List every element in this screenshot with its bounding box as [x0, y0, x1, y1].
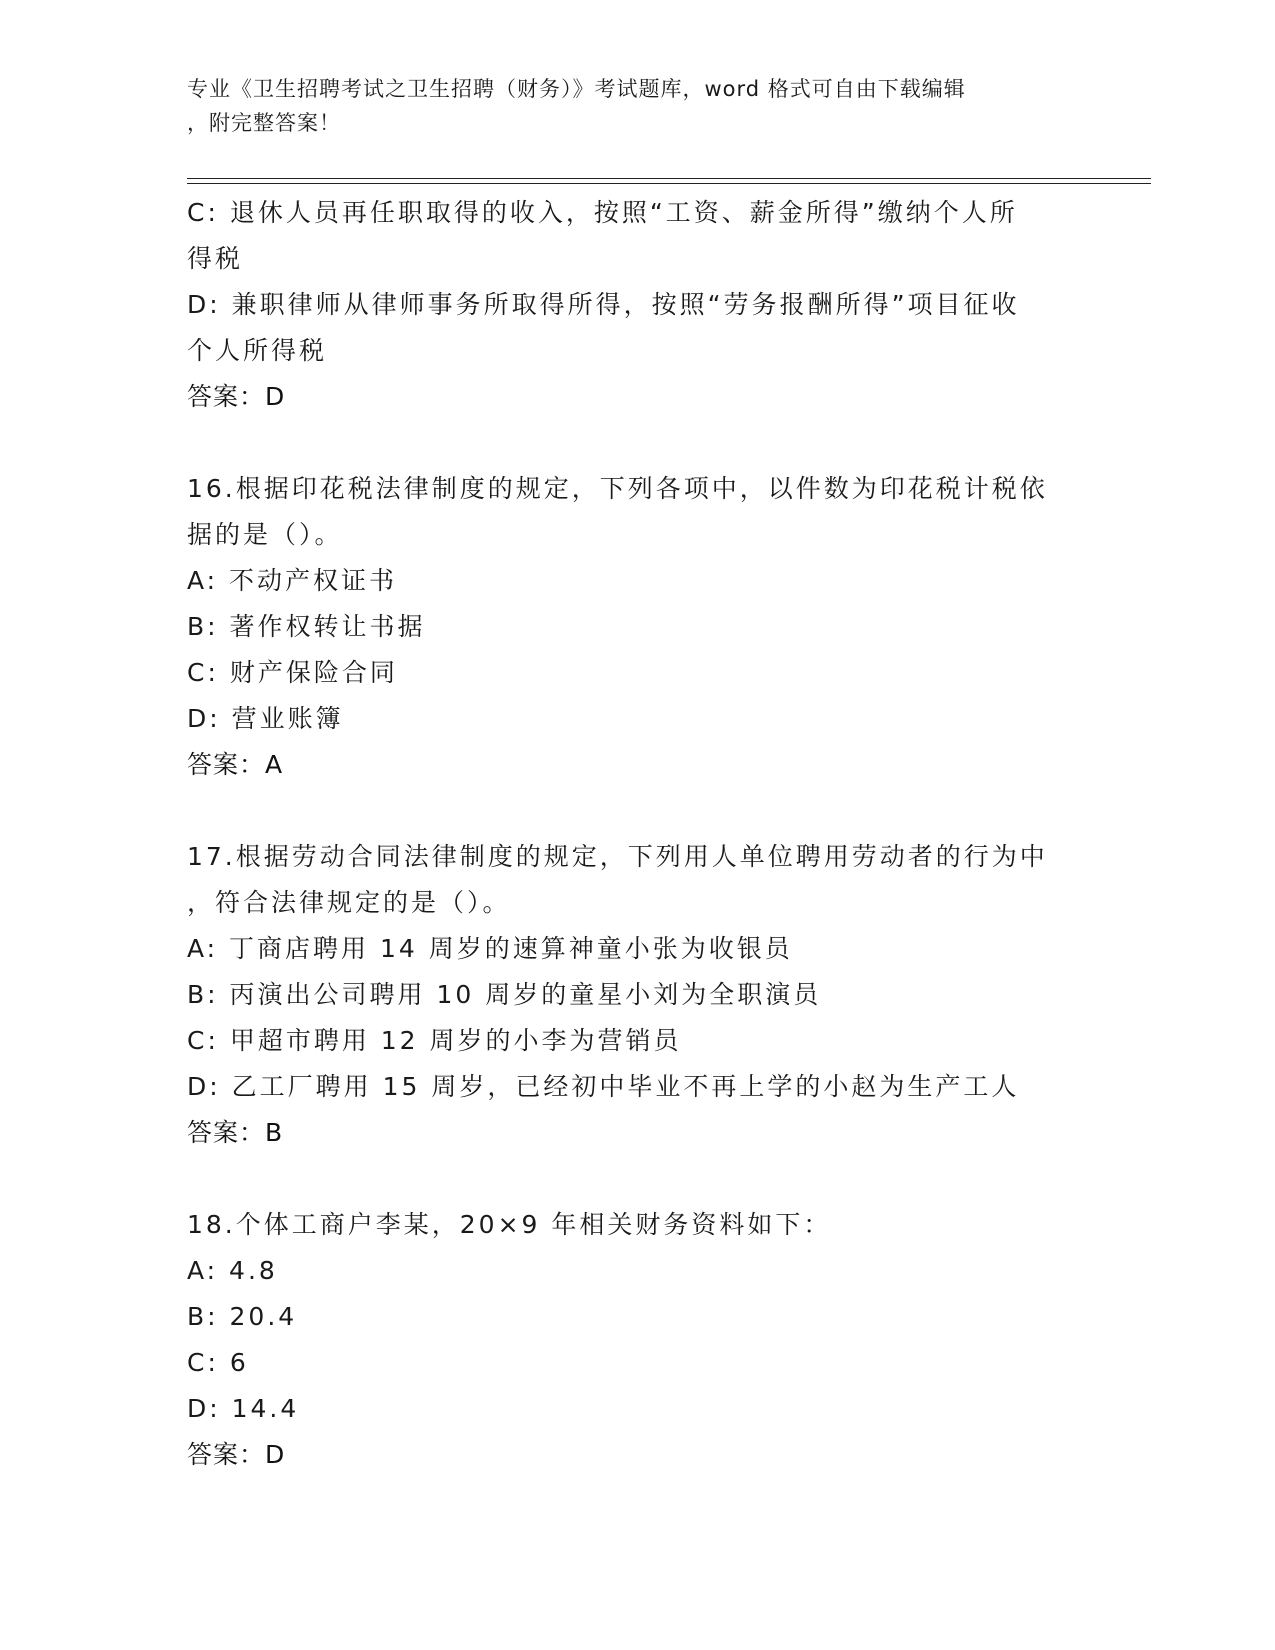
question-stem-line-2: ，符合法律规定的是（）。 [187, 888, 511, 917]
spacer [187, 420, 1087, 466]
option-c: C: 甲超市聘用 12 周岁的小李为营销员 [187, 1026, 682, 1055]
option-c: C: 财产保险合同 [187, 658, 398, 687]
option-d: D: 营业账簿 [187, 704, 344, 733]
option-b: B: 丙演出公司聘用 10 周岁的童星小刘为全职演员 [187, 980, 822, 1009]
option-d-line-1: D: 兼职律师从律师事务所取得所得，按照“劳务报酬所得”项目征收 [187, 290, 1020, 319]
question-17 [187, 834, 1087, 1156]
question-16 [187, 466, 1087, 788]
answer-label: 答案：A [187, 750, 284, 779]
header-line-2: ，附完整答案！ [187, 111, 341, 135]
option-c-line-1: C: 退休人员再任职取得的收入，按照“工资、薪金所得”缴纳个人所 [187, 198, 1018, 227]
option-a: A: 4.8 [187, 1256, 278, 1285]
document-header [187, 72, 1067, 140]
answer-label: 答案：B [187, 1118, 284, 1147]
question-stem-line-1: 17.根据劳动合同法律制度的规定，下列用人单位聘用劳动者的行为中 [187, 842, 1048, 871]
spacer [187, 1156, 1087, 1202]
option-d: D: 乙工厂聘用 15 周岁，已经初中毕业不再上学的小赵为生产工人 [187, 1072, 1020, 1101]
answer-label: 答案：D [187, 382, 286, 411]
option-c-line-2: 得税 [187, 244, 244, 273]
header-line-1: 专业《卫生招聘考试之卫生招聘（财务）》考试题库，word 格式可自由下载编辑 [187, 77, 966, 101]
option-b: B: 著作权转让书据 [187, 612, 426, 641]
option-d-line-2: 个人所得税 [187, 336, 328, 365]
option-b: B: 20.4 [187, 1302, 298, 1331]
header-divider-bottom [187, 183, 1151, 184]
question-15 [187, 190, 1087, 420]
option-d: D: 14.4 [187, 1394, 300, 1423]
question-stem-line-1: 18.个体工商户李某，20×9 年相关财务资料如下： [187, 1210, 832, 1239]
question-stem-line-2: 据的是（）。 [187, 520, 343, 549]
question-list [187, 190, 1087, 1478]
option-a: A: 不动产权证书 [187, 566, 398, 595]
question-18 [187, 1202, 1087, 1478]
option-a: A: 丁商店聘用 14 周岁的速算神童小张为收银员 [187, 934, 793, 963]
spacer [187, 788, 1087, 834]
header-divider-top [187, 178, 1151, 179]
question-stem-line-1: 16.根据印花税法律制度的规定，下列各项中，以件数为印花税计税依 [187, 474, 1048, 503]
option-c: C: 6 [187, 1348, 249, 1377]
answer-label: 答案：D [187, 1440, 286, 1469]
